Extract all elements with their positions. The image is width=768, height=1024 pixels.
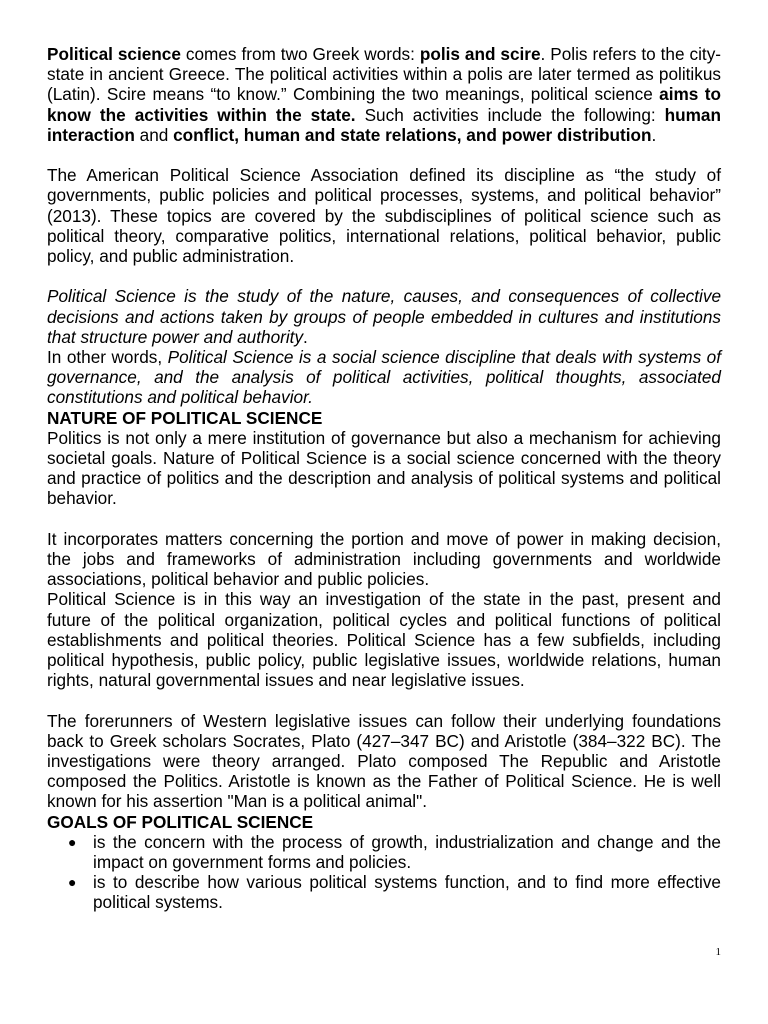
- document-page: [47, 44, 721, 913]
- intro-bold-conflict: conflict, human and state relations, and power distribution: [173, 124, 652, 145]
- nature-paragraph-2: It incorporates matters concerning the portion and move of power in making decision, the jobs and frameworks of administration including governments and worldwide associations, political behavior and public policies.: [47, 528, 721, 590]
- intro-bold-greek-words: polis and scire: [419, 44, 541, 64]
- other-words-italic: Political Science is a social science discipline that deals with systems of governance, and the analysis of political activities, political thoughts, associated constitutions and political behavior.: [47, 347, 721, 408]
- intro-bold-aim: aims to know the activities within the state.: [47, 84, 721, 125]
- nature-paragraph-1: Politics is not only a mere institution of governance but also a mechanism for achieving societal goals. Nature of Political Science is a social science concerned with the theory and practice of politics and the description and analysis of political systems and political behavior.: [47, 427, 721, 509]
- bullet-icon: ●: [68, 833, 77, 850]
- spacer: [47, 145, 721, 165]
- goals-list: [47, 832, 721, 913]
- definition-paragraph: Political Science is the study of the nature, causes, and consequences of collective decisions and actions taken by groups of people embedded in cultures and institutions that structure power and authority.: [47, 286, 721, 347]
- list-item: ● is to describe how various political systems function, and to find more effective political systems.: [68, 872, 721, 913]
- spacer: [47, 690, 721, 710]
- nature-paragraph-4: The forerunners of Western legislative issues can follow their underlying foundations back to Greek scholars Socrates, Plato (427–347 BC) and Aristotle (384–322 BC). The investigations were theory arranged. Plato composed The Republic and Aristotle composed the Politics. Aristotle is known as the Father of Political Science. He is well known for his assertion "Man is a political animal".: [47, 710, 721, 812]
- other-words-paragraph: In other words, Political Science is a social science discipline that deals with systems of governance, and the analysis of political activities, political thoughts, associated constitutions and political behavior.: [47, 347, 721, 408]
- list-item: ● is the concern with the process of growth, industrialization and change and the impact on government forms and policies.: [68, 831, 721, 873]
- nature-paragraph-3: Political Science is in this way an investigation of the state in the past, present and future of the political organization, political cycles and political functions of political establishments and political theories. Political Science has a few subfields, including political hypothesis, public policy, public legislative issues, worldwide relations, human rights, natural governmental issues and near legislative issues.: [47, 589, 721, 691]
- intro-paragraph: Political science comes from two Greek words: polis and scire. Polis refers to the city-state in ancient Greece. The political activities within a polis are later termed as politikus (Latin). Scire means “to know.” Combining the two meanings, political science aims to know the activities within the state. Such activities include the following: human interaction and conflict, human and state relations, and power distribution.: [47, 44, 722, 145]
- goals-heading: GOALS OF POLITICAL SCIENCE: [47, 811, 314, 832]
- intro-bold-human-interaction: human interaction: [47, 104, 721, 145]
- apsa-paragraph: The American Political Science Association defined its discipline as “the study of governments, public policies and political processes, systems, and political behavior” (2013). These topics are covered by the subdisciplines of political science such as political theory, comparative politics, international relations, political behavior, public policy, and public administration.: [47, 165, 721, 267]
- intro-bold-term: Political science: [47, 44, 181, 64]
- nature-heading: NATURE OF POLITICAL SCIENCE: [47, 407, 323, 428]
- spacer: [47, 509, 721, 529]
- bullet-icon: ●: [68, 874, 77, 891]
- definition-italic: Political Science is the study of the nature, causes, and consequences of collective decisions and actions taken by groups of people embedded in cultures and institutions that structure power and authority: [47, 286, 721, 347]
- spacer: [47, 266, 721, 286]
- page-number: 1: [715, 946, 721, 958]
